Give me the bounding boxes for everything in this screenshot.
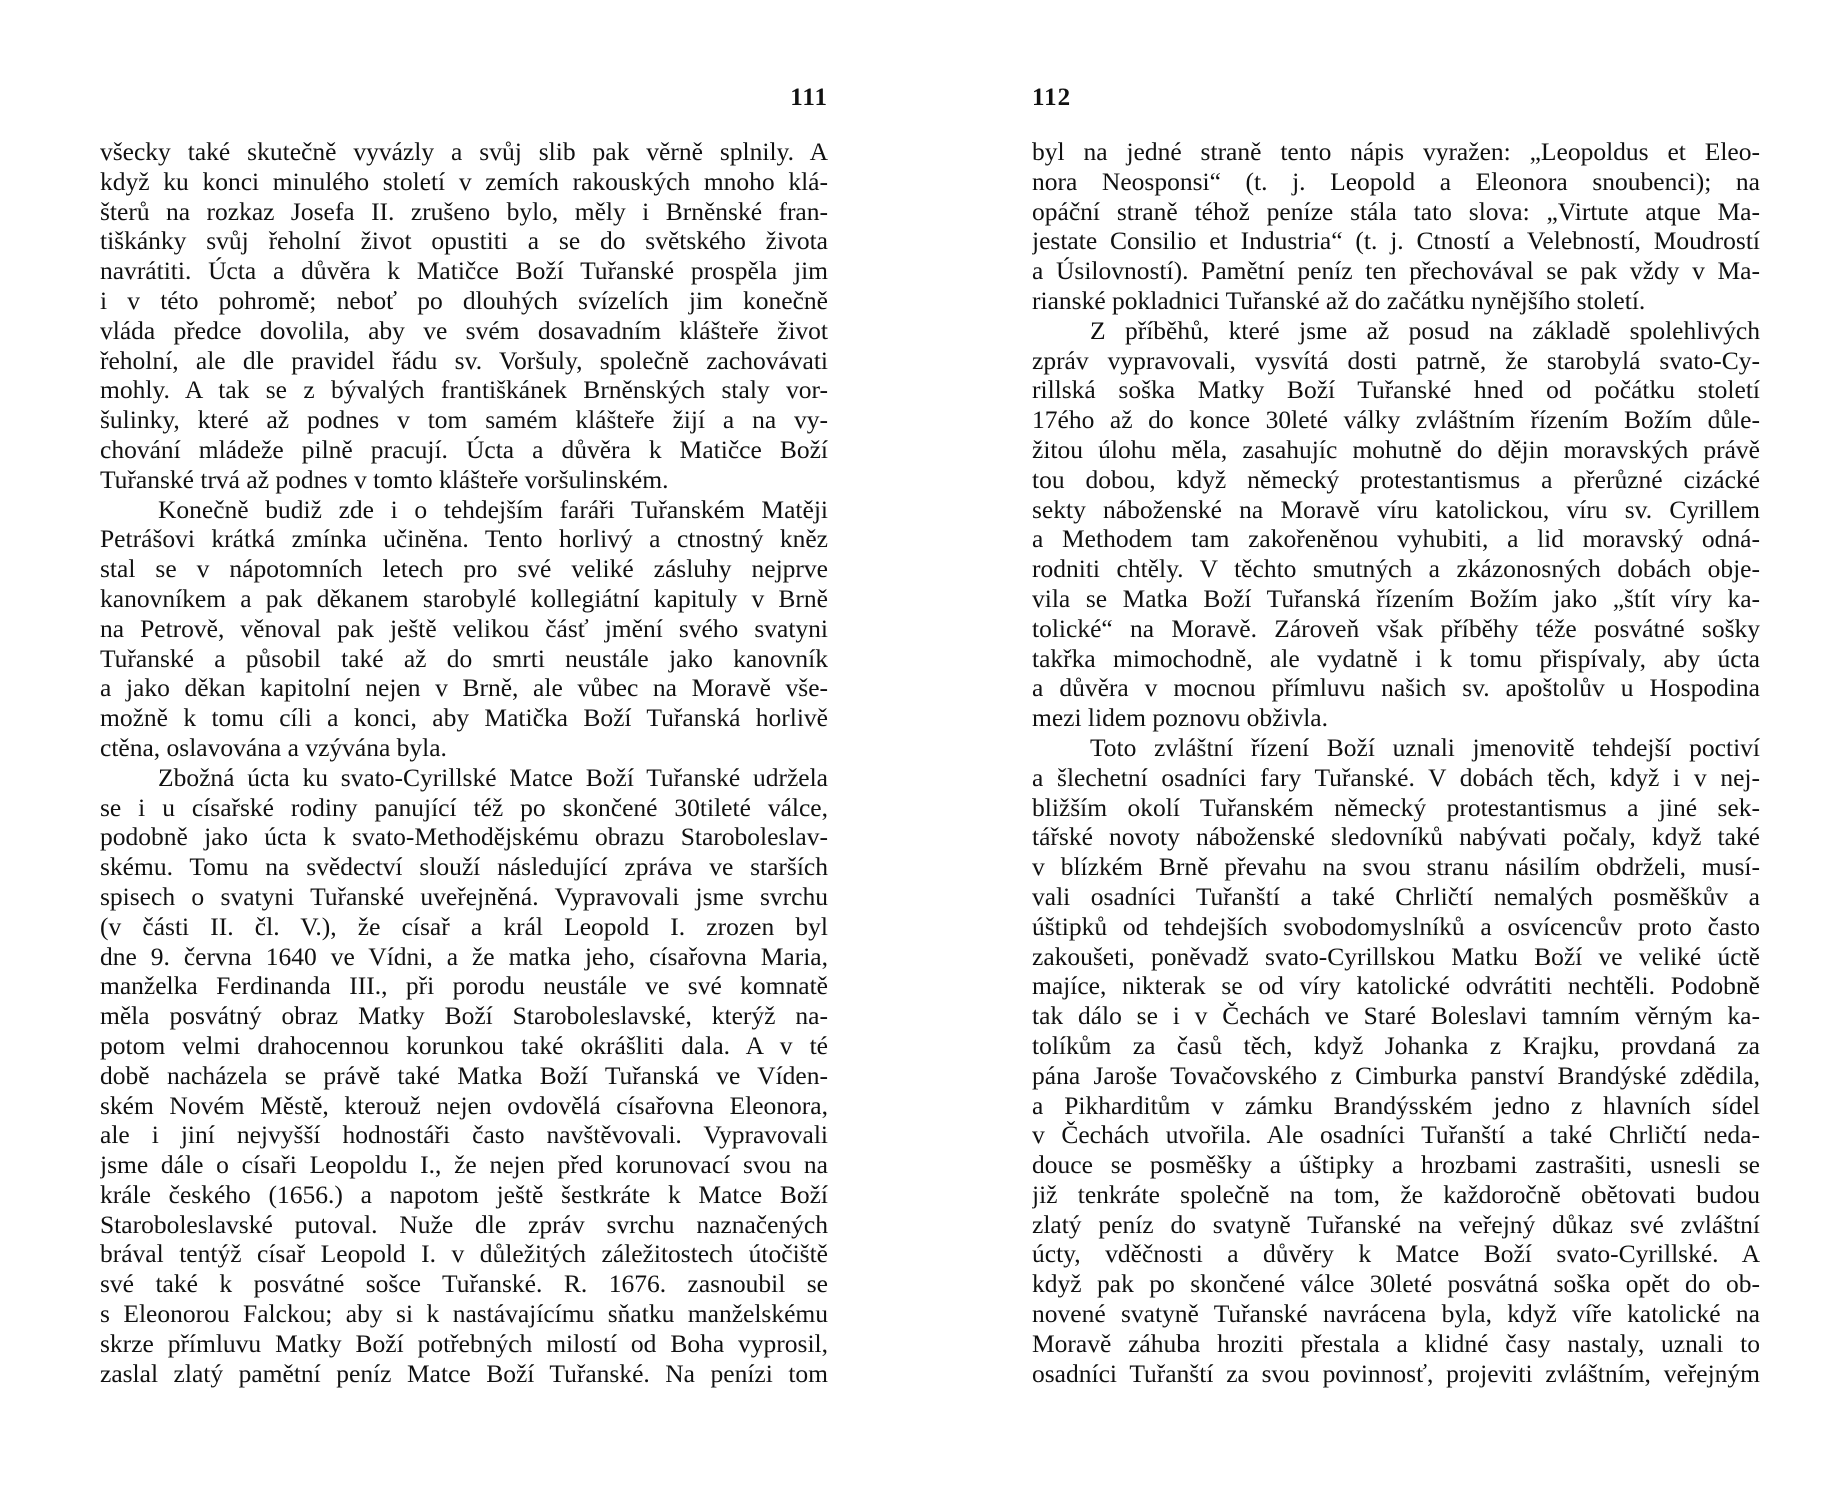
text-line: všecky také skutečně vyvázly a svůj slib pak věrně splnily. A (100, 137, 828, 166)
text-line: zakoušeti, poněvadž svato-Cyrillskou Matku Boží ve veliké úctě (1032, 941, 1760, 971)
text-line: Tuřanské a působil také až do smrti neustále jako kanovník (100, 643, 828, 673)
text-line: když ku konci minulého století v zemích rakouských mnoho klá- (100, 166, 828, 196)
text-line: dne 9. června 1640 ve Vídni, a že matka jeho, císařovna Maria, (100, 941, 828, 971)
text-line: a Methodem tam zakořeněnou vyhubiti, a lid moravský odná- (1032, 524, 1760, 554)
text-line: vali osadníci Tuřanští a také Chrličtí nemalých posměškův a (1032, 881, 1760, 911)
text-line: když pak po skončené válce 30leté posvátná soška opět do ob- (1032, 1269, 1760, 1299)
text-line: zaslal zlatý pamětní peníz Matce Boží Tuřanské. Na penízi tom (100, 1358, 828, 1388)
text-line: takřka mimochodně, ale vydatně i k tomu přispívaly, aby úcta (1032, 643, 1760, 673)
text-line: spisech o svatyni Tuřanské uveřejněná. Vypravovali jsme svrchu (100, 881, 828, 911)
text-line: skrze přímluvu Matky Boží potřebných milostí od Boha vyprosil, (100, 1328, 828, 1358)
text-line: chování mládeže pilně pracují. Úcta a důvěra k Matičce Boží (100, 434, 828, 464)
text-line: žitou úlohu měla, zasahujíc mohutně do dějin moravských právě (1032, 434, 1760, 464)
text-line: Moravě záhuba hroziti přestala a klidné časy nastaly, uznali to (1032, 1328, 1760, 1358)
text-line: již tenkráte společně na tom, že každoročně obětovati budou (1032, 1179, 1760, 1209)
text-line: byl na jedné straně tento nápis vyražen: „Leopoldus et Eleo- (1032, 137, 1760, 166)
text-line: v Čechách utvořila. Ale osadníci Tuřanští a také Chrličtí neda- (1032, 1120, 1760, 1150)
text-line: rodniti chtěly. V těchto smutných a zkázonosných dobách obje- (1032, 554, 1760, 584)
page-number: 112 (1032, 84, 1072, 111)
text-line: kanovníkem a pak děkanem starobylé kollegiátní kapituly v Brně (100, 583, 828, 613)
text-line: Staroboleslavské putoval. Nuže dle zpráv svrchu naznačených (100, 1209, 828, 1239)
text-line: Tuřanské trvá až podnes v tomto klášteře voršulinském. (100, 464, 669, 494)
text-line: a šlechetní osadníci fary Tuřanské. V dobách těch, když i v nej- (1032, 762, 1760, 792)
text-line: tolické“ na Moravě. Zároveň však příběhy téže posvátné sošky (1032, 613, 1760, 643)
text-line: Konečně budiž zde i o tehdejším faráři Tuřanském Matěji (158, 494, 828, 524)
text-line: a Úsilovností). Pamětní peníz ten přechovával se pak vždy v Ma- (1032, 256, 1760, 286)
text-line: bližším okolí Tuřanském německý protestantismus a jiné sek- (1032, 792, 1760, 822)
gutter (918, 60, 920, 1440)
text-line: manželka Ferdinanda III., při porodu neustále ve své komnatě (100, 971, 828, 1001)
text-line: nora Neosponsi“ (t. j. Leopold a Eleonora snoubenci); na (1032, 166, 1760, 196)
text-line: šterů na rozkaz Josefa II. zrušeno bylo, měly i Brněnské fran- (100, 196, 828, 226)
page-text (1032, 137, 1760, 1388)
text-line: 17ého až do konce 30leté války zvláštním řízením Božím důle- (1032, 405, 1760, 435)
text-line: řeholní, ale dle pravidel řádu sv. Voršuly, společně zachovávati (100, 345, 828, 375)
text-line: podobně jako úcta k svato-Methodějskému obrazu Staroboleslav- (100, 822, 828, 852)
text-line: se i u císařské rodiny panující též po skončené 30tileté válce, (100, 792, 828, 822)
text-line: možně k tomu cíli a konci, aby Matička Boží Tuřanská horlivě (100, 703, 828, 733)
text-line: své také k posvátné sošce Tuřanské. R. 1676. zasnoubil se (100, 1269, 828, 1299)
text-line: rillská soška Matky Boží Tuřanské hned od počátku století (1032, 375, 1760, 405)
text-line: mezi lidem poznovu obživla. (1032, 703, 1329, 733)
text-line: Z příběhů, které jsme až posud na základě spolehlivých (1090, 315, 1760, 345)
text-line: douce se posměšky a úštipky a hrozbami zastrašiti, usnesli se (1032, 1150, 1760, 1180)
text-line: Toto zvláštní řízení Boží uznali jmenovitě tehdejší poctiví (1090, 732, 1760, 762)
text-line: na Petrově, věnoval pak ještě velikou čásť jmění svého svatyni (100, 613, 828, 643)
text-line: pána Jaroše Tovačovského z Cimburka panství Brandýské zdědila, (1032, 1060, 1760, 1090)
text-line: rianské pokladnici Tuřanské až do začátku nynějšího století. (1032, 285, 1646, 315)
text-line: tiškánky svůj řeholní život opustiti a se do světského života (100, 226, 828, 256)
text-line: šulinky, které až podnes v tom samém klášteře žijí a na vy- (100, 405, 828, 435)
text-line: vláda předce dovolila, aby ve svém dosavadním klášteře život (100, 315, 828, 345)
text-line: opáční straně téhož peníze stála tato slova: „Virtute atque Ma- (1032, 196, 1760, 226)
text-line: krále českého (1656.) a napotom ještě šestkráte k Matce Boží (100, 1179, 828, 1209)
text-line: ale i jiní nejvyšší hodnostáři často navštěvovali. Vypravovali (100, 1120, 828, 1150)
text-line: Petrášovi krátká zmínka učiněna. Tento horlivý a ctnostný kněz (100, 524, 828, 554)
text-line: jsme dále o císaři Leopoldu I., že nejen před korunovací svou na (100, 1150, 828, 1180)
text-line: tolíkům za časů těch, když Johanka z Krajku, provdaná za (1032, 1030, 1760, 1060)
text-line: osadníci Tuřanští za svou povinnosť, projeviti zvláštním, veřejným (1032, 1358, 1760, 1388)
text-line: stal se v nápotomních letech pro své veliké zásluhy nejprve (100, 554, 828, 584)
text-line: úštipků od tehdejších svobodomyslníků a osvícencův proto často (1032, 911, 1760, 941)
text-line: sekty náboženské na Moravě víru katolickou, víru sv. Cyrillem (1032, 494, 1760, 524)
text-line: mohly. A tak se z bývalých františkánek Brněnských staly vor- (100, 375, 828, 405)
text-line: navrátiti. Úcta a důvěra k Matičce Boží Tuřanské prospěla jim (100, 256, 828, 286)
text-line: ctěna, oslavována a vzývána byla. (100, 732, 447, 762)
text-line: a jako děkan kapitolní nejen v Brně, ale vůbec na Moravě vše- (100, 673, 828, 703)
text-line: skému. Tomu na svědectví slouží následující zpráva ve starších (100, 852, 828, 882)
text-line: tou dobou, když německý protestantismus a přerůzné cizácké (1032, 464, 1760, 494)
text-line: tak dálo se i v Čechách ve Staré Boleslavi tamním věrným ka- (1032, 1001, 1760, 1031)
text-line: s Eleonorou Falckou; aby si k nastávajícímu sňatku manželskému (100, 1299, 828, 1329)
text-line: potom velmi drahocennou korunkou také okrášliti dala. A v té (100, 1030, 828, 1060)
text-line: ském Novém Městě, kterouž nejen ovdovělá císařovna Eleonora, (100, 1090, 828, 1120)
text-line: brával tentýž císař Leopold I. v důležitých záležitostech útočiště (100, 1239, 828, 1269)
text-line: měla posvátný obraz Matky Boží Staroboleslavské, kterýž na- (100, 1001, 828, 1031)
text-line: tářské novoty náboženské sledovníků nabývati počaly, když také (1032, 822, 1760, 852)
text-line: zlatý peníz do svatyně Tuřanské na veřejný důkaz své zvláštní (1032, 1209, 1760, 1239)
text-line: novené svatyně Tuřanské navrácena byla, když víře katolické na (1032, 1299, 1760, 1329)
page-text (100, 137, 828, 1388)
text-line: a důvěra v mocnou přímluvu našich sv. apoštolův u Hospodina (1032, 673, 1760, 703)
page-number: 111 (790, 84, 828, 111)
text-line: a Pikharditům v zámku Brandýsském jedno z hlavních sídel (1032, 1090, 1760, 1120)
text-line: době nacházela se právě také Matka Boží Tuřanská ve Víden- (100, 1060, 828, 1090)
text-line: (v části II. čl. V.), že císař a král Leopold I. zrozen byl (100, 911, 828, 941)
text-line: i v této pohromě; neboť po dlouhých svízelích jim konečně (100, 285, 828, 315)
text-line: vila se Matka Boží Tuřanská řízením Božím jako „štít víry ka- (1032, 583, 1760, 613)
text-line: majíce, nikterak se od víry katolické odvrátiti nechtěli. Podobně (1032, 971, 1760, 1001)
text-line: v blízkém Brně převahu na svou stranu násilím obdrželi, musí- (1032, 852, 1760, 882)
text-line: úcty, vděčnosti a důvěry k Matce Boží svato-Cyrillské. A (1032, 1239, 1760, 1269)
text-line: Zbožná úcta ku svato-Cyrillské Matce Boží Tuřanské udržela (158, 762, 828, 792)
text-line: zpráv vypravovali, vysvítá dosti patrně, že starobylá svato-Cy- (1032, 345, 1760, 375)
text-line: jestate Consilio et Industria“ (t. j. Ctností a Velebností, Moudrostí (1032, 226, 1760, 256)
